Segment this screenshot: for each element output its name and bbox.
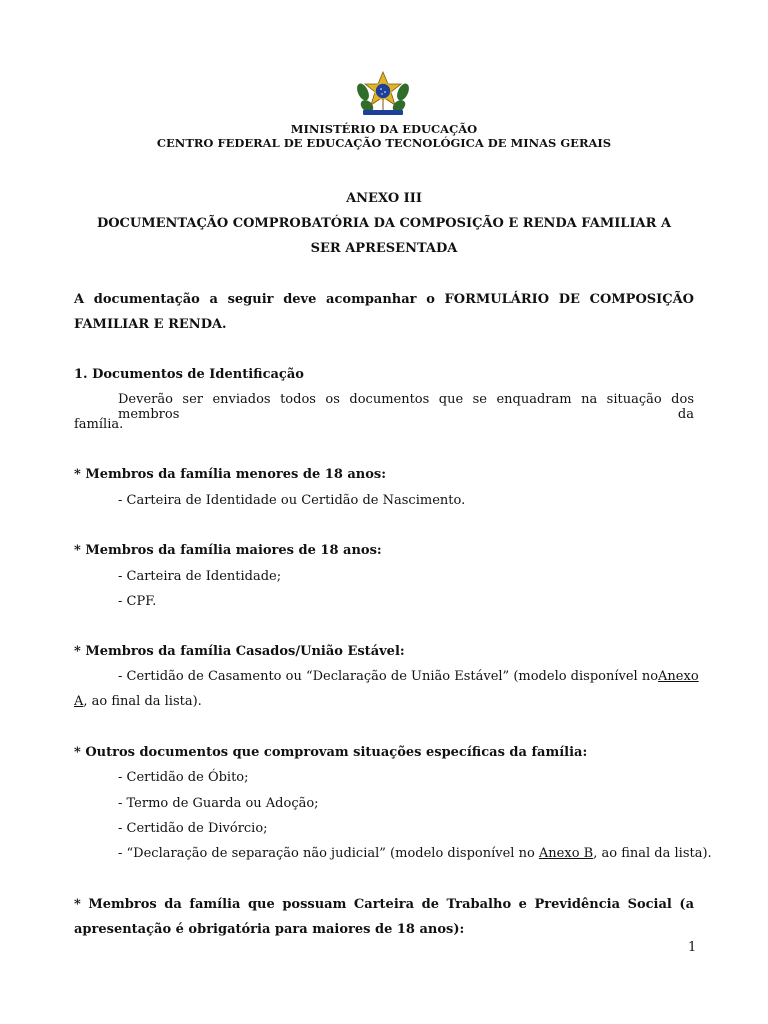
- page-number: 1: [688, 940, 697, 955]
- ctps-heading-line1: * Membros da família que possuam Carteira de Trabalho e Previdência Social (a: [74, 897, 694, 912]
- annex-a-link-continued[interactable]: A: [74, 694, 84, 709]
- married-item-line2: [74, 694, 694, 709]
- ministry-header: MINISTÉRIO DA EDUCAÇÃO: [290, 122, 478, 136]
- section1-paragraph-line2: família.: [74, 417, 124, 432]
- separation-item-tail: , ao final da lista).: [593, 846, 712, 861]
- list-item: - Carteira de Identidade;: [118, 569, 282, 584]
- section1-paragraph-line1: Deverão ser enviados todos os documentos que se enquadram na situação dos membros da: [118, 392, 694, 422]
- list-item: - Carteira de Identidade ou Certidão de Nascimento.: [118, 493, 466, 508]
- list-item: - CPF.: [118, 594, 157, 609]
- annex-b-link[interactable]: Anexo B: [538, 846, 594, 861]
- intro-line1: A documentação a seguir deve acompanhar o FORMULÁRIO DE COMPOSIÇÃO: [74, 292, 694, 307]
- married-item-text: - Certidão de Casamento ou “Declaração de União Estável” (modelo disponível no: [118, 669, 659, 684]
- married-item-tail: , ao final da lista).: [83, 694, 202, 709]
- institution-header: CENTRO FEDERAL DE EDUCAÇÃO TECNOLÓGICA DE MINAS GERAIS: [156, 136, 612, 150]
- list-item: - Certidão de Divórcio;: [118, 821, 268, 836]
- ctps-heading-line2: apresentação é obrigatória para maiores de 18 anos):: [74, 922, 465, 937]
- annex-a-link[interactable]: Anexo: [658, 669, 699, 684]
- minors-heading: * Membros da família menores de 18 anos:: [74, 467, 387, 482]
- list-item: [118, 846, 712, 861]
- married-heading: * Membros da família Casados/União Estável:: [74, 644, 405, 659]
- section1-heading: 1. Documentos de Identificação: [74, 367, 304, 382]
- document-title-line1: DOCUMENTAÇÃO COMPROBATÓRIA DA COMPOSIÇÃO E RENDA FAMILIAR A: [96, 216, 672, 231]
- married-item-line1: [118, 669, 699, 684]
- list-item: - Termo de Guarda ou Adoção;: [118, 796, 319, 811]
- list-item: - Certidão de Óbito;: [118, 770, 249, 785]
- document-title-line2: SER APRESENTADA: [310, 241, 458, 256]
- annex-title: ANEXO III: [346, 191, 422, 206]
- adults-heading: * Membros da família maiores de 18 anos:: [74, 543, 382, 558]
- intro-line2: FAMILIAR E RENDA.: [74, 317, 227, 332]
- separation-item-text: - “Declaração de separação não judicial” (modelo disponível no: [118, 846, 539, 861]
- other-docs-heading: * Outros documentos que comprovam situações específicas da família:: [74, 745, 588, 760]
- brazil-coat-of-arms-icon: [355, 70, 411, 118]
